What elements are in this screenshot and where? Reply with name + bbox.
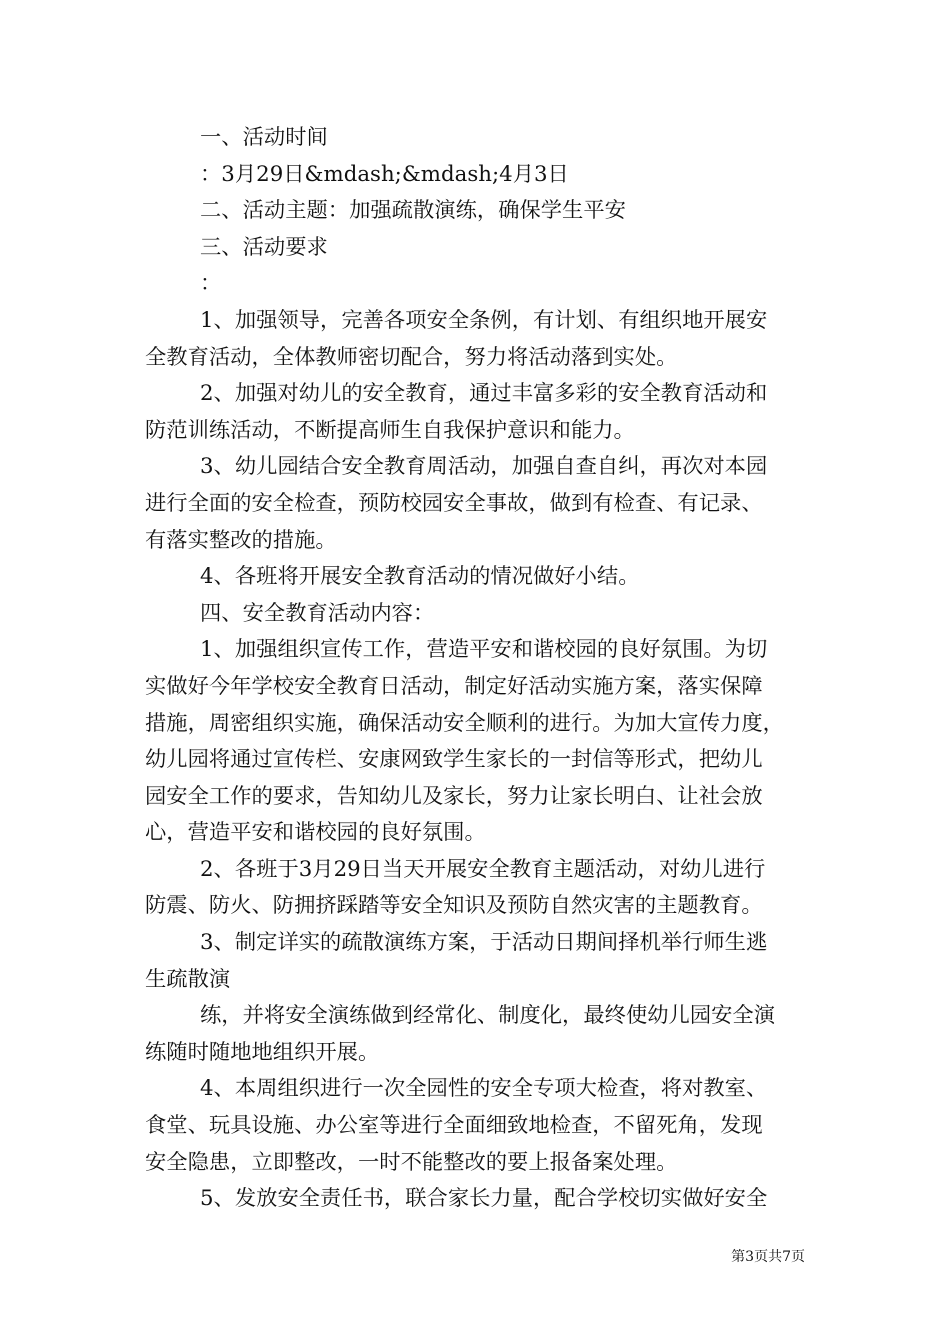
paragraph	[145, 632, 807, 852]
text-line: 1、加强领导，完善各项安全条例，有计划、有组织地开展安	[200, 307, 768, 333]
text-line: 安全隐患，立即整改，一时不能整改的要上报备案处理。	[145, 1149, 678, 1175]
text-line: 5、发放安全责任书，联合家长力量，配合学校切实做好安全	[200, 1186, 768, 1212]
paragraph	[145, 1071, 807, 1181]
text-line: 4、本周组织进行一次全园性的安全专项大检查，将对教室、	[200, 1076, 768, 1102]
paragraph	[145, 230, 807, 267]
paragraph	[145, 157, 807, 194]
paragraph	[145, 266, 807, 303]
text-line: 全教育活动，全体教师密切配合，努力将活动落到实处。	[145, 344, 678, 370]
text-line: 二、活动主题：加强疏散演练，确保学生平安	[200, 198, 626, 224]
document-body	[145, 120, 807, 1218]
text-line: 一、活动时间	[200, 125, 328, 150]
paragraph	[145, 596, 807, 633]
paragraph	[145, 1181, 807, 1218]
paragraph	[145, 852, 807, 925]
text-line: 4、各班将开展安全教育活动的情况做好小结。	[200, 564, 640, 590]
paragraph	[145, 998, 807, 1071]
text-line: 防震、防火、防拥挤踩踏等安全知识及预防自然灾害的主题教育。	[145, 893, 763, 919]
text-line: 进行全面的安全检查，预防校园安全事故，做到有检查、有记录、	[145, 490, 763, 516]
text-line: 四、安全教育活动内容：	[200, 600, 435, 626]
page-number: 第3页共7页	[731, 1249, 805, 1265]
text-line: 防范训练活动，不断提高师生自我保护意识和能力。	[145, 417, 635, 443]
text-line: 3、制定详实的疏散演练方案，于活动日期间择机举行师生逃	[200, 930, 768, 956]
paragraph	[145, 925, 807, 998]
text-line: 园安全工作的要求，告知幼儿及家长，努力让家长明白、让社会放	[145, 783, 763, 809]
text-line: ：	[200, 271, 222, 297]
text-line: 心，营造平安和谐校园的良好氛围。	[145, 820, 486, 846]
text-line: 练，并将安全演练做到经常化、制度化，最终使幼儿园安全演	[200, 1003, 776, 1029]
paragraph	[145, 449, 807, 559]
paragraph	[145, 193, 807, 230]
text-line: 实做好今年学校安全教育日活动，制定好活动实施方案，落实保障	[145, 673, 763, 699]
paragraph	[145, 559, 807, 596]
text-line: 三、活动要求	[200, 234, 328, 260]
text-line: 幼儿园将通过宣传栏、安康网致学生家长的一封信等形式，把幼儿	[145, 747, 763, 773]
text-line: 有落实整改的措施。	[145, 527, 337, 553]
paragraph	[145, 303, 807, 376]
text-line: 3、幼儿园结合安全教育周活动，加强自查自纠，再次对本园	[200, 454, 768, 480]
text-line: 2、加强对幼儿的安全教育，通过丰富多彩的安全教育活动和	[200, 381, 768, 407]
paragraph	[145, 376, 807, 449]
text-line: 2、各班于3月29日当天开展安全教育主题活动，对幼儿进行	[200, 856, 766, 882]
text-line: 食堂、玩具设施、办公室等进行全面细致地检查，不留死角，发现	[145, 1113, 763, 1139]
text-line: ：3月29日&mdash;&mdash;4月3日	[200, 161, 569, 187]
text-line: 生疏散演	[145, 966, 231, 992]
paragraph	[145, 120, 807, 157]
text-line: 措施，周密组织实施，确保活动安全顺利的进行。为加大宣传力度，	[145, 710, 784, 736]
text-line: 1、加强组织宣传工作，营造平安和谐校园的良好氛围。为切	[200, 637, 768, 663]
text-line: 练随时随地地组织开展。	[145, 1039, 380, 1065]
